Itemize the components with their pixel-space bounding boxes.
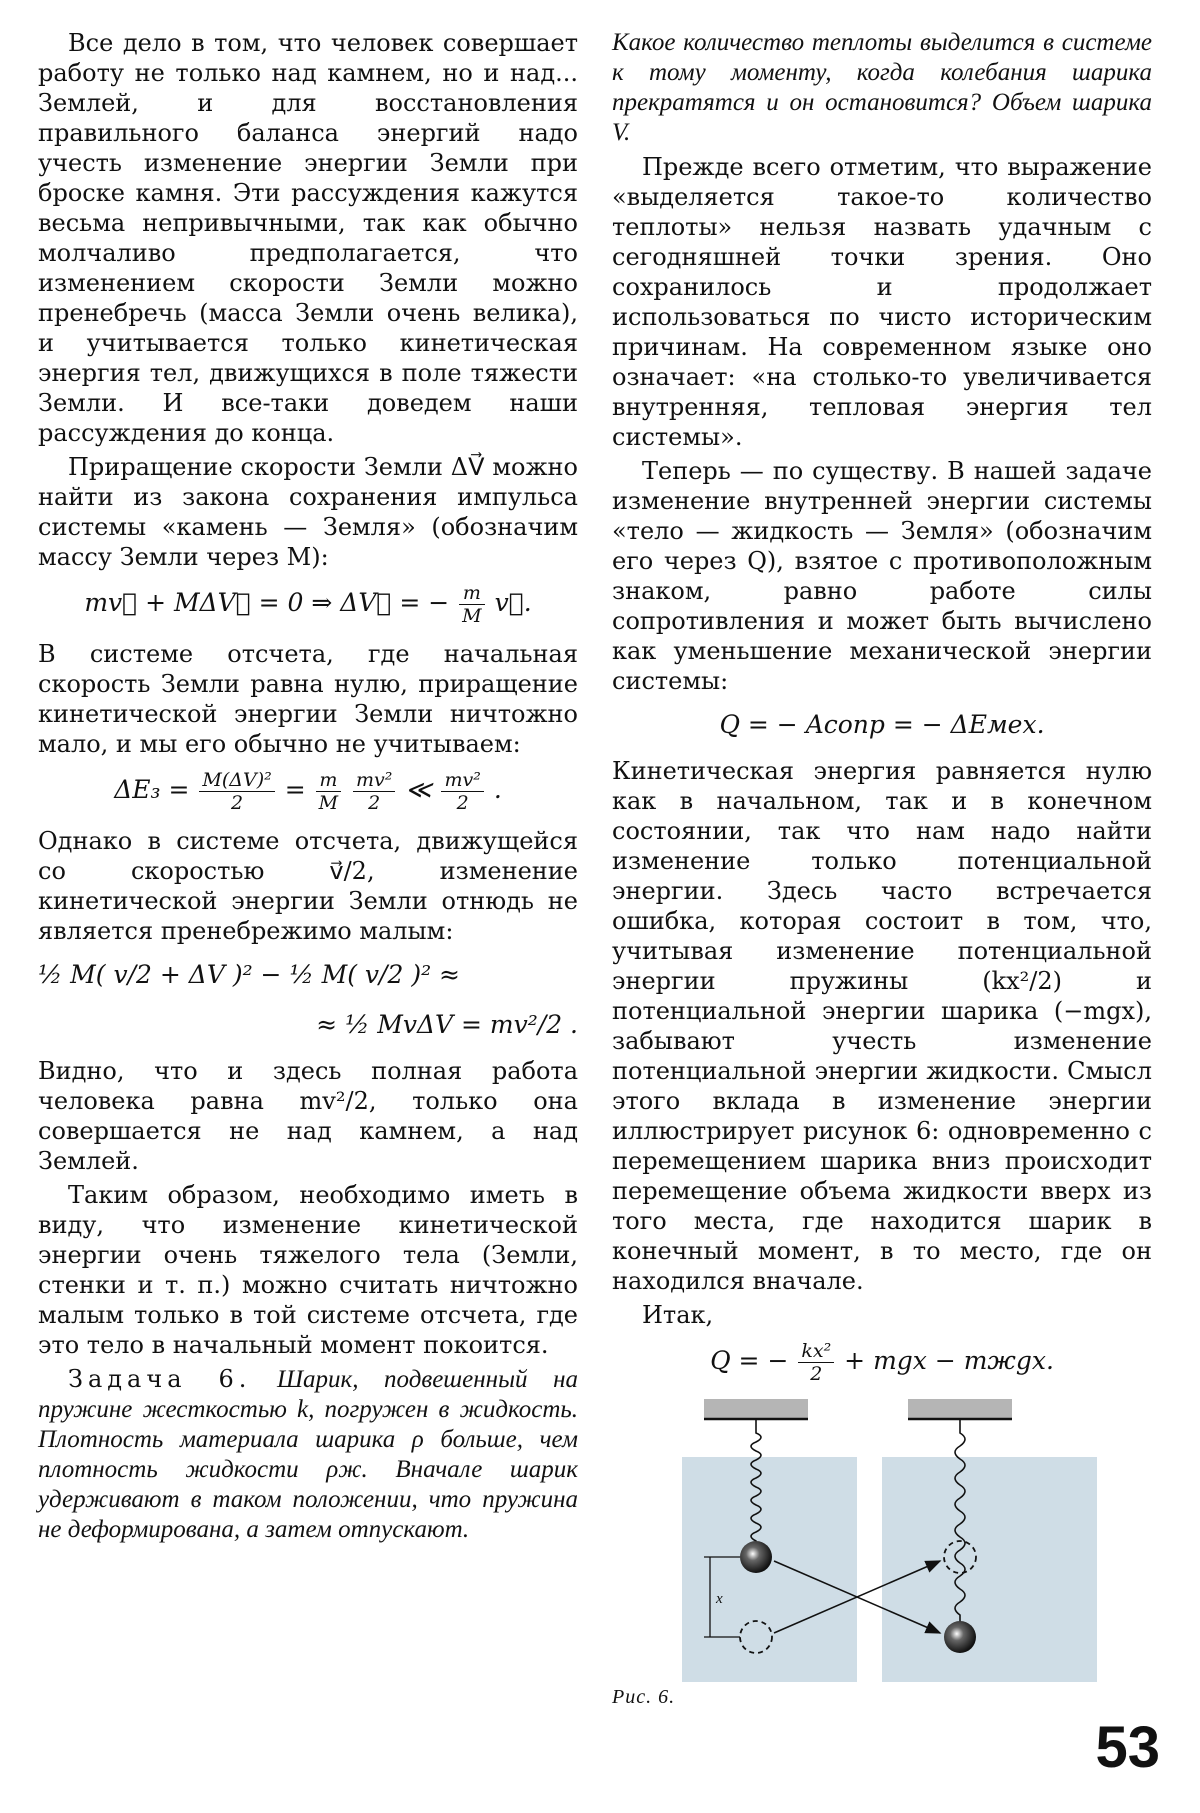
left-column [38,28,578,1549]
formula-earth-energy: ΔE₃ = $\frac{\text{M(ΔV)²}}{2}$ = $\frac{m}{M}$ $\frac{\text{mv²}}{2}$ ≪ $\frac{\text{mv²}}{2}$ . [114,769,502,814]
x-label: x [716,1591,723,1607]
task-statement-continued: Какое количество теплоты выделится в системе к тому моменту, когда колебания шарика прекратятся и он остановится? Объем шарика V. [612,29,1152,146]
page-number: 53 [1095,1715,1160,1780]
formula-text: v⃗. [494,588,532,617]
ceiling-right [908,1399,1012,1419]
paragraph: Теперь — по существу. В нашей задаче изменение внутренней энергии системы «тело — жидкость — Земля» (обозначим его через Q), взятое с противоположным знаком, равно работе силы сопротивления и может быть вычислено как уменьшение механической энергии системы: [612,457,1152,695]
paragraph: Приращение скорости Земли ΔV⃗ можно найти из закона сохранения импульса системы «камень — Земля» (обозначим массу Земли через M): [38,453,578,571]
formula-heat: Q = − Aсопр = − ΔEмех. [719,710,1045,739]
fraction: $\frac{m}{M}$ [459,582,484,627]
spring-ball-diagram [612,1397,1152,1717]
formula-result: Q = − $\frac{\text{kx²}}{2}$ + mgx − mжgx. [710,1340,1054,1385]
formula-moving-frame-1: ½ M( v/2 + ΔV )² − ½ M( v/2 )² ≈ [38,960,460,989]
paragraph: В системе отсчета, где начальная скорость Земли равна нулю, приращение кинетической энергии Земли ничтожно мало, и мы его обычно не учитываем: [38,640,578,758]
ceiling-left [704,1399,808,1419]
paragraph: Видно, что и здесь полная работа человека равна mv²/2, только она совершается не над камнем, а над Землей. [38,1057,578,1175]
task-statement [38,1364,578,1545]
right-column [612,28,1152,1717]
figure-caption: Рис. 6. [612,1686,676,1708]
task-text: Шарик, подвешенный на пружине жесткостью k, погружен в жидкость. Плотность материала шарика ρ больше, чем плотность жидкости ρж. Вначале шарик удерживают в таком положении, что пружина не деформирована, а затем отпускают. [38,1366,578,1543]
figure-6 [612,1397,1152,1717]
paragraph: Итак, [642,1301,714,1329]
paragraph: Кинетическая энергия равняется нулю как в начальном, так и в конечном состоянии, так что нам надо найти изменение только потенциальной энергии. Здесь часто встречается ошибка, которая состоит в том, что, учитывая изменение потенциальной энергии пружины (kx²/2) и потенциальной энергии шарика (−mgx), забывают учесть изменение потенциальной энергии жидкости. Смысл этого вклада в изменение энергии иллюстрирует рисунок 6: одновременно с перемещением шарика вниз происходит перемещение объема жидкости вверх из того места, где находится шарик в конечный момент, в то место, где он находился вначале. [612,757,1152,1295]
paragraph: Таким образом, необходимо иметь в виду, что изменение кинетической энергии очень тяжелого тела (Земли, стенки и т. п.) можно считать ничтожно малым только в той системе отсчета, где это тело в начальный момент покоится. [38,1181,578,1359]
liquid-right [882,1457,1097,1682]
formula-moving-frame-2: ≈ ½ MvΔV = mv²/2 . [316,1010,578,1039]
formula-momentum [38,582,578,627]
liquid-left [682,1457,857,1682]
formula-text: mv⃗ + MΔV⃗ = 0 ⇒ ΔV⃗ = − [84,588,450,617]
ball-final [944,1621,976,1653]
paragraph: Все дело в том, что человек совершает работу не только над камнем, но и над... Землей, и для восстановления правильного баланса энергий надо учесть изменение энергии Земли при броске камня. Эти рассуждения кажутся весьма непривычными, так как обычно молчаливо предполагается, что изменением скорости Земли можно пренебречь (масса Земли очень велика), и учитывается только кинетическая энергия тел, движущихся в поле тяжести Земли. И все-таки доведем наши рассуждения до конца. [38,29,578,447]
paragraph: Прежде всего отметим, что выражение «выделяется такое-то количество теплоты» нельзя назвать удачным с сегодняшней точки зрения. Оно сохранилось и продолжает использоваться по чисто историческим причинам. На современном языке оно означает: «на столько-то увеличивается внутренняя, тепловая энергия тел системы». [612,153,1152,451]
ball-initial [740,1541,772,1573]
paragraph: Однако в системе отсчета, движущейся со скоростью v⃗/2, изменение кинетической энергии Земли отнюдь не является пренебрежимо малым: [38,827,578,945]
task-label: Задача 6. [68,1365,252,1393]
